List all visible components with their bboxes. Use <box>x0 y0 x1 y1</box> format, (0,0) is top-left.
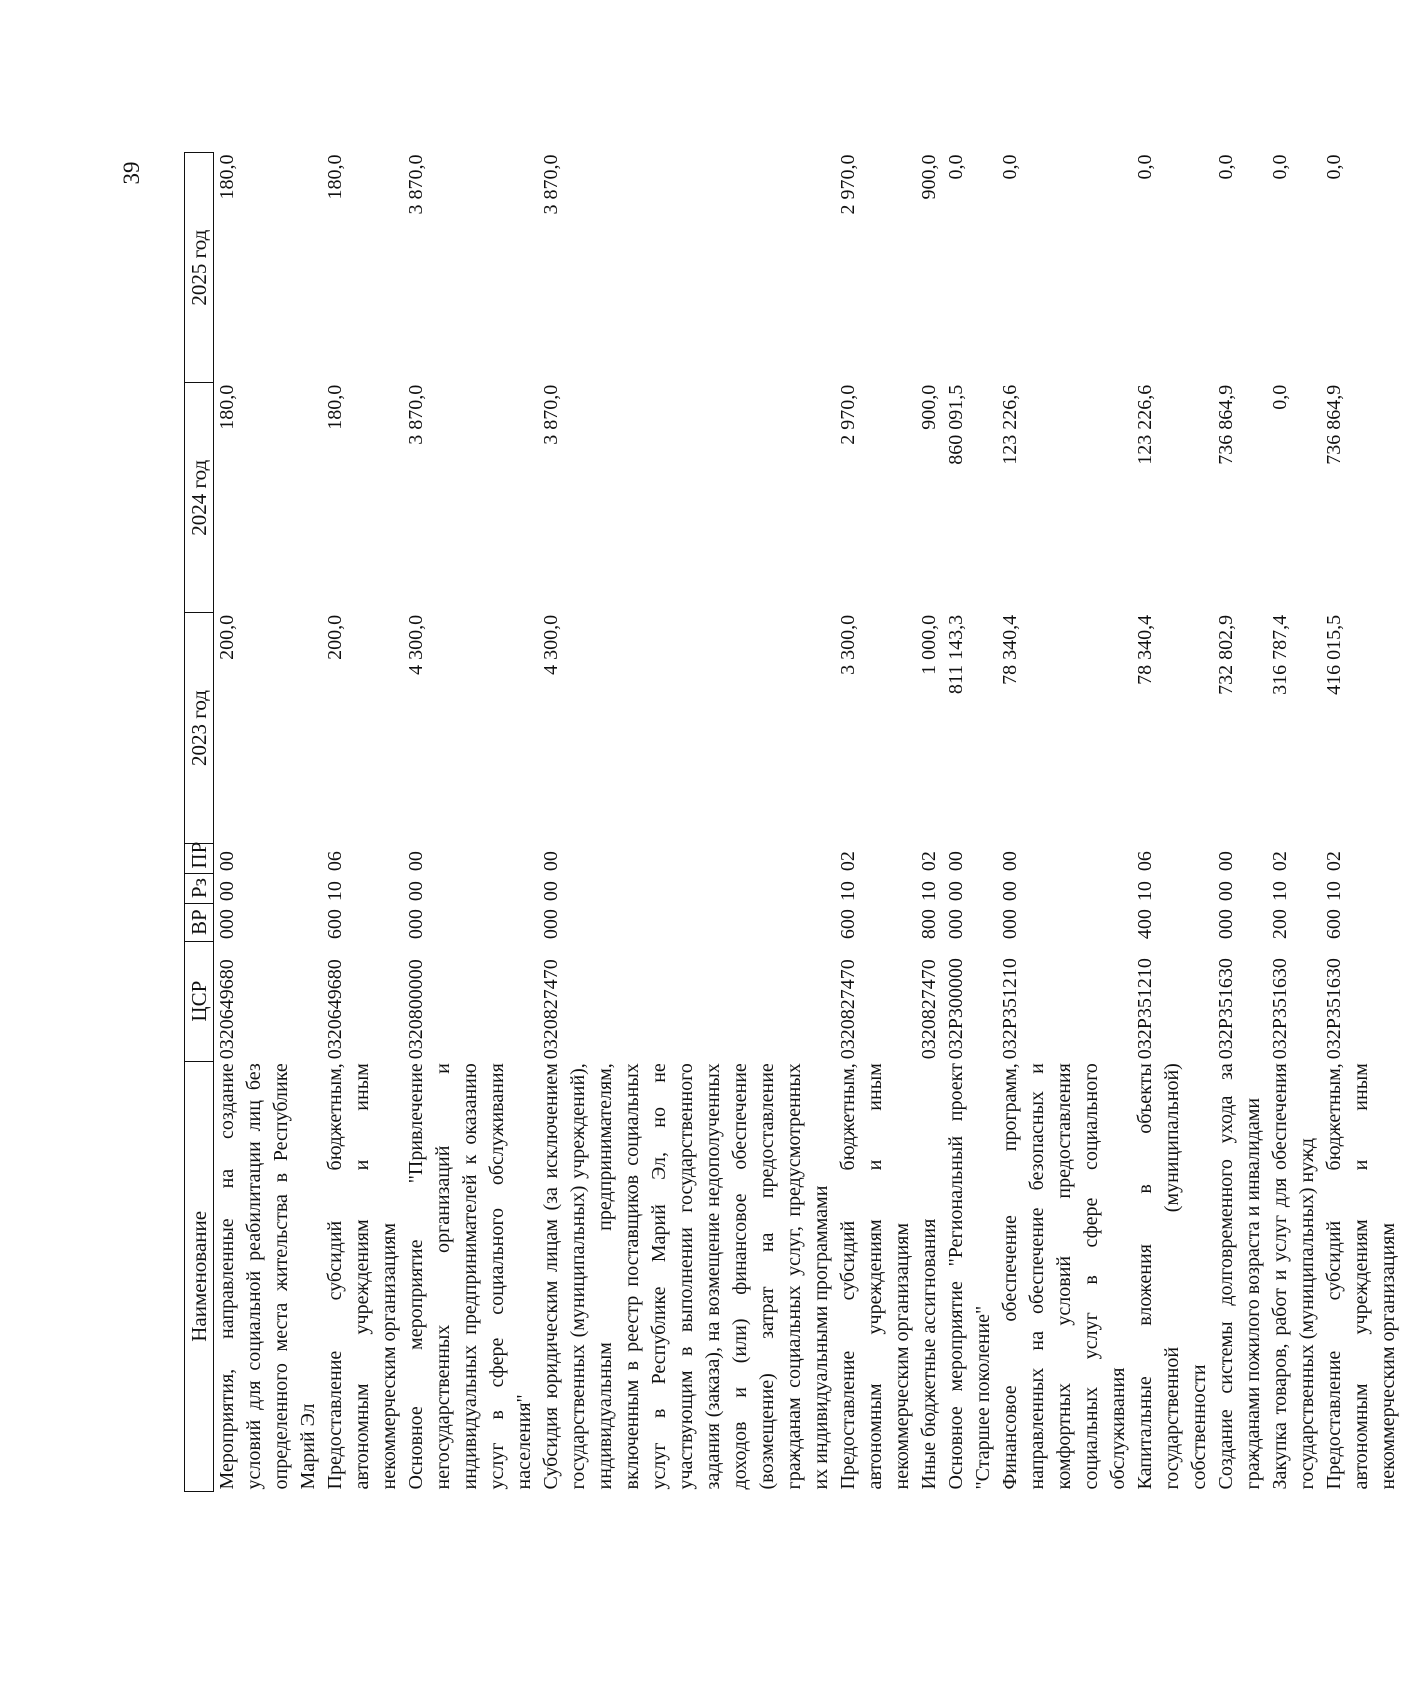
table-row <box>1321 153 1402 1492</box>
table-row <box>1213 153 1267 1492</box>
row-2025: 3 870,0 <box>540 154 562 215</box>
row-rz: 10 <box>1323 881 1345 902</box>
header-2024: 2024 год <box>185 383 214 613</box>
row-csr: 032P351210 <box>1134 958 1156 1060</box>
page-number: 39 <box>119 161 144 185</box>
table-row <box>943 153 997 1492</box>
header-name: Наименование <box>185 1061 214 1491</box>
row-2025: 2 970,0 <box>837 154 859 215</box>
row-2024: 736 864,9 <box>1323 384 1345 465</box>
row-vr: 000 <box>540 909 562 940</box>
row-csr: 0320827470 <box>837 959 859 1060</box>
table-row <box>322 153 403 1492</box>
row-2024: 180,0 <box>324 384 346 430</box>
row-name: Капитальные вложения в объекты государственной (муниципальной) собственности <box>1134 1063 1210 1490</box>
row-rz: 00 <box>999 881 1021 902</box>
row-csr: 032P351210 <box>999 958 1021 1060</box>
row-2025: 900,0 <box>918 154 940 200</box>
row-pr: 02 <box>837 851 859 872</box>
row-2025: 0,0 <box>945 154 967 180</box>
row-csr: 0320800000 <box>405 959 427 1060</box>
row-name: Закупка товаров, работ и услуг для обеспечения государственных (муниципальных) нужд <box>1269 1063 1318 1490</box>
row-rz: 10 <box>837 881 859 902</box>
row-name: Финансовое обеспечение программ, направленных на обеспечение безопасных и комфортных условий предоставления социальных услуг в сфере социального обслуживания <box>999 1063 1129 1490</box>
budget-table <box>184 152 1402 1492</box>
row-vr: 000 <box>405 909 427 940</box>
row-pr: 02 <box>1269 851 1291 872</box>
header-2023: 2023 год <box>185 613 214 843</box>
row-pr: 00 <box>405 851 427 872</box>
row-name: Предоставление субсидий бюджетным, автономным учреждениям и иным некоммерческим организациям <box>837 1063 913 1490</box>
header-csr: ЦСР <box>185 941 214 1061</box>
table-row <box>835 153 916 1492</box>
row-2025: 3 870,0 <box>405 154 427 215</box>
row-pr: 02 <box>1323 851 1345 872</box>
row-2024: 123 226,6 <box>1134 384 1156 465</box>
row-2024: 123 226,6 <box>999 384 1021 465</box>
table-header-row <box>185 153 214 1492</box>
row-2024: 3 870,0 <box>540 384 562 445</box>
row-2023: 4 300,0 <box>540 614 562 675</box>
row-pr: 00 <box>1215 851 1237 872</box>
row-csr: 032P351630 <box>1323 958 1345 1060</box>
row-2023: 732 802,9 <box>1215 614 1237 695</box>
row-vr: 800 <box>918 909 940 940</box>
row-vr: 000 <box>999 909 1021 940</box>
row-vr: 000 <box>945 909 967 940</box>
row-pr: 00 <box>540 851 562 872</box>
header-vr: ВР <box>185 903 214 941</box>
row-rz: 00 <box>1215 881 1237 902</box>
header-rz: Рз <box>185 873 214 903</box>
row-vr: 600 <box>324 909 346 940</box>
table-row <box>1267 153 1321 1492</box>
row-csr: 0320649680 <box>216 959 238 1060</box>
row-2024: 736 864,9 <box>1215 384 1237 465</box>
row-2024: 0,0 <box>1269 384 1291 410</box>
row-2025: 0,0 <box>1215 154 1237 180</box>
row-vr: 600 <box>837 909 859 940</box>
row-2025: 0,0 <box>1269 154 1291 180</box>
table-row <box>538 153 835 1492</box>
row-pr: 06 <box>324 851 346 872</box>
row-rz: 10 <box>1134 881 1156 902</box>
row-rz: 10 <box>1269 881 1291 902</box>
row-2024: 900,0 <box>918 384 940 430</box>
row-name: Субсидия юридическим лицам (за исключением государственных (муниципальных) учреждений), индивидуальным предпринимателям, включенным в реестр поставщиков социальных услуг в Республике Марий Эл, но не участвующим в выполнении государственного задания (заказа), на возмещение недополученных доходов и (или) финансовое обеспечение (возмещение) затрат на предоставление гражданам социальных услуг, предусмотренных их индивидуальными программами <box>540 1063 832 1490</box>
row-2025: 0,0 <box>1323 154 1345 180</box>
row-2023: 200,0 <box>324 614 346 660</box>
row-pr: 00 <box>945 851 967 872</box>
row-name: Мероприятия, направленные на создание условий для социальной реабилитации лиц без определенного места жительства в Республике Марий Эл <box>216 1063 319 1490</box>
row-vr: 000 <box>216 909 238 940</box>
row-csr: 032P300000 <box>945 958 967 1060</box>
row-rz: 00 <box>945 881 967 902</box>
row-vr: 000 <box>1215 909 1237 940</box>
row-pr: 00 <box>999 851 1021 872</box>
row-2023: 811 143,3 <box>945 614 967 695</box>
row-rz: 00 <box>405 881 427 902</box>
row-name: Иные бюджетные ассигнования <box>918 1218 940 1490</box>
row-2025: 180,0 <box>324 154 346 200</box>
row-name: Предоставление субсидий бюджетным, автономным учреждениям и иным некоммерческим организациям <box>1323 1063 1399 1490</box>
row-pr: 06 <box>1134 851 1156 872</box>
row-csr: 0320827470 <box>918 959 940 1060</box>
table-row <box>916 153 943 1492</box>
row-pr: 00 <box>216 851 238 872</box>
row-csr: 032P351630 <box>1215 958 1237 1060</box>
row-2023: 416 015,5 <box>1323 614 1345 695</box>
row-2025: 0,0 <box>999 154 1021 180</box>
row-rz: 00 <box>540 881 562 902</box>
row-pr: 02 <box>918 851 940 872</box>
row-csr: 0320649680 <box>324 959 346 1060</box>
row-2023: 316 787,4 <box>1269 614 1291 695</box>
table-row <box>403 153 538 1492</box>
row-csr: 0320827470 <box>540 959 562 1060</box>
row-2023: 1 000,0 <box>918 614 940 675</box>
table-row <box>997 153 1132 1492</box>
header-pr: ПР <box>185 843 214 873</box>
row-name: Основное мероприятие "Привлечение негосударственных организаций и индивидуальных предпринимателей к оказанию услуг в сфере социального обслуживания населения" <box>405 1063 535 1490</box>
table-row <box>1132 153 1213 1492</box>
rotated-table-container <box>184 152 1399 1492</box>
row-2025: 180,0 <box>216 154 238 200</box>
row-rz: 10 <box>918 881 940 902</box>
row-2023: 200,0 <box>216 614 238 660</box>
row-2023: 4 300,0 <box>405 614 427 675</box>
row-vr: 600 <box>1323 909 1345 940</box>
row-2023: 78 340,4 <box>1134 614 1156 685</box>
row-vr: 400 <box>1134 909 1156 940</box>
row-rz: 00 <box>216 881 238 902</box>
row-2025: 0,0 <box>1134 154 1156 180</box>
row-name: Основное мероприятие "Региональный проект "Старшее поколение" <box>945 1063 994 1490</box>
header-2025: 2025 год <box>185 153 214 383</box>
row-2024: 3 870,0 <box>405 384 427 445</box>
row-csr: 032P351630 <box>1269 958 1291 1060</box>
row-2023: 78 340,4 <box>999 614 1021 685</box>
table-row <box>214 153 323 1492</box>
row-rz: 10 <box>324 881 346 902</box>
row-vr: 200 <box>1269 909 1291 940</box>
row-2024: 2 970,0 <box>837 384 859 445</box>
row-2024: 860 091,5 <box>945 384 967 465</box>
row-2024: 180,0 <box>216 384 238 430</box>
row-2023: 3 300,0 <box>837 614 859 675</box>
row-name: Предоставление субсидий бюджетным, автономным учреждениям и иным некоммерческим организациям <box>324 1063 400 1490</box>
row-name: Создание системы долговременного ухода за гражданами пожилого возраста и инвалидами <box>1215 1063 1264 1490</box>
